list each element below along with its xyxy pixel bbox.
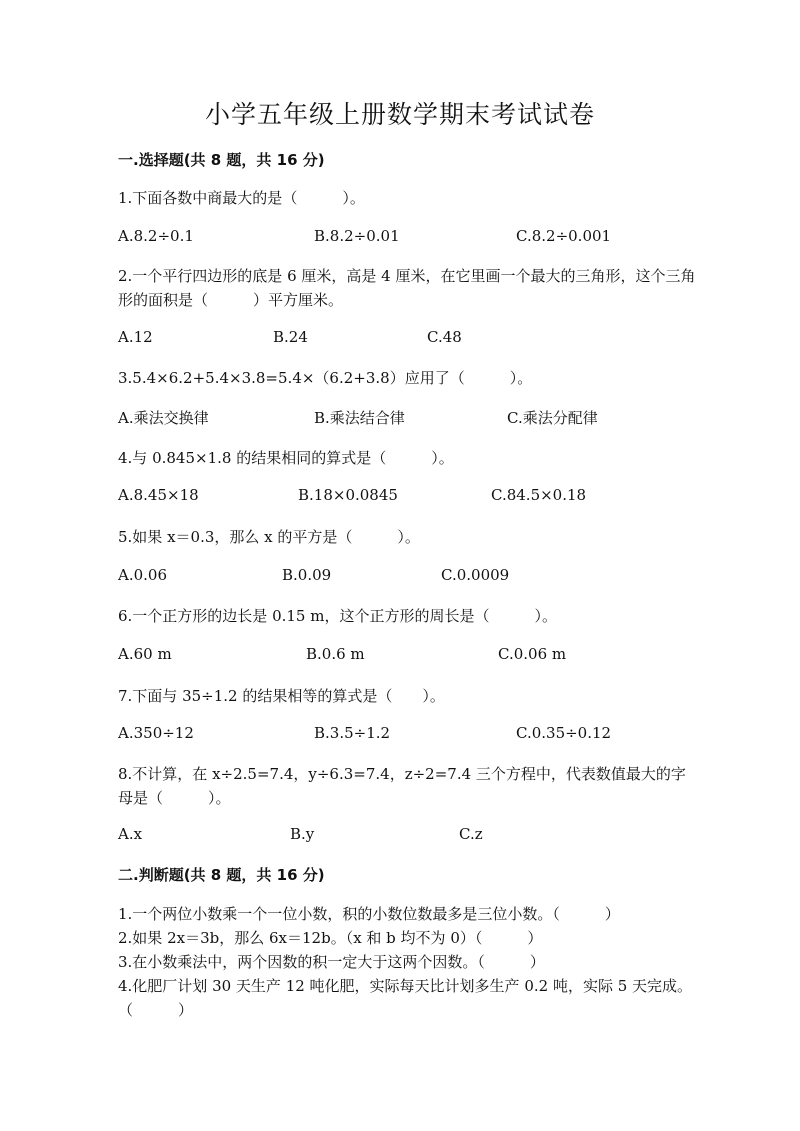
option-b: B.乘法结合律 [314,409,405,427]
option-c: C.84.5×0.18 [491,486,587,504]
question-1: 1.下面各数中商最大的是（ ）。 [118,189,365,207]
section-heading-choice: 一.选择题(共 8 题，共 16 分) [118,151,325,169]
question-3: 3.5.4×6.2+5.4×3.8=5.4×（6.2+3.8）应用了（ ）。 [118,369,533,387]
list-item: 4.化肥厂计划 30 天生产 12 吨化肥，实际每天比计划多生产 0.2 吨，实际 5 天完成。（ ） [118,977,693,1019]
section-heading-true-false: 二.判断题(共 8 题，共 16 分) [118,866,325,884]
option-a: A.8.45×18 [118,486,199,504]
option-c: C.乘法分配律 [507,409,598,427]
option-b: B.0.09 [282,566,332,584]
option-c: C.z [459,825,483,843]
question-8: 8.不计算，在 x÷2.5=7.4，y÷6.3=7.4，z÷2=7.4 三个方程中，代表数值最大的字母是（ ）。 [118,765,686,807]
true-false-list [118,902,698,1022]
option-a: A.乘法交换律 [118,409,209,427]
list-item: 1.一个两位小数乘一个一位小数，积的小数位数最多是三位小数。（ ） [118,905,620,923]
list-item: 3.在小数乘法中，两个因数的积一定大于这两个因数。（ ） [118,953,545,971]
question-7: 7.下面与 35÷1.2 的结果相等的算式是（ ）。 [118,687,445,705]
question-5: 5.如果 x＝0.3，那么 x 的平方是（ ）。 [118,528,420,546]
option-a: A.8.2÷0.1 [118,227,194,245]
question-2: 2.一个平行四边形的底是 6 厘米，高是 4 厘米，在它里画一个最大的三角形，这个三角形的面积是（ ）平方厘米。 [118,267,696,309]
option-b: B.8.2÷0.01 [314,227,400,245]
option-a: A.350÷12 [118,724,194,742]
option-b: B.18×0.0845 [298,486,398,504]
option-c: C.48 [427,328,462,346]
option-a: A.0.06 [118,566,167,584]
options-row [118,328,698,352]
list-item: 2.如果 2x＝3b，那么 6x＝12b。（x 和 b 均不为 0）（ ） [118,929,543,947]
options-row [118,486,698,510]
option-c: C.8.2÷0.001 [516,227,612,245]
options-row [118,645,698,669]
option-c: C.0.35÷0.12 [516,724,612,742]
option-b: B.24 [273,328,308,346]
page-title: 小学五年级上册数学期末考试试卷 [204,100,595,129]
options-row [118,825,698,849]
option-b: B.0.6 m [306,645,365,663]
option-a: A.60 m [118,645,172,663]
question-6: 6.一个正方形的边长是 0.15 m，这个正方形的周长是（ ）。 [118,607,557,625]
option-c: C.0.0009 [441,566,510,584]
option-a: A.x [118,825,143,843]
option-b: B.y [290,825,315,843]
question-4: 4.与 0.845×1.8 的结果相同的算式是（ ）。 [118,449,454,467]
options-row [118,566,698,590]
option-a: A.12 [118,328,153,346]
options-row [118,407,698,431]
options-row [118,227,698,251]
option-b: B.3.5÷1.2 [314,724,391,742]
options-row [118,724,698,748]
option-c: C.0.06 m [498,645,567,663]
